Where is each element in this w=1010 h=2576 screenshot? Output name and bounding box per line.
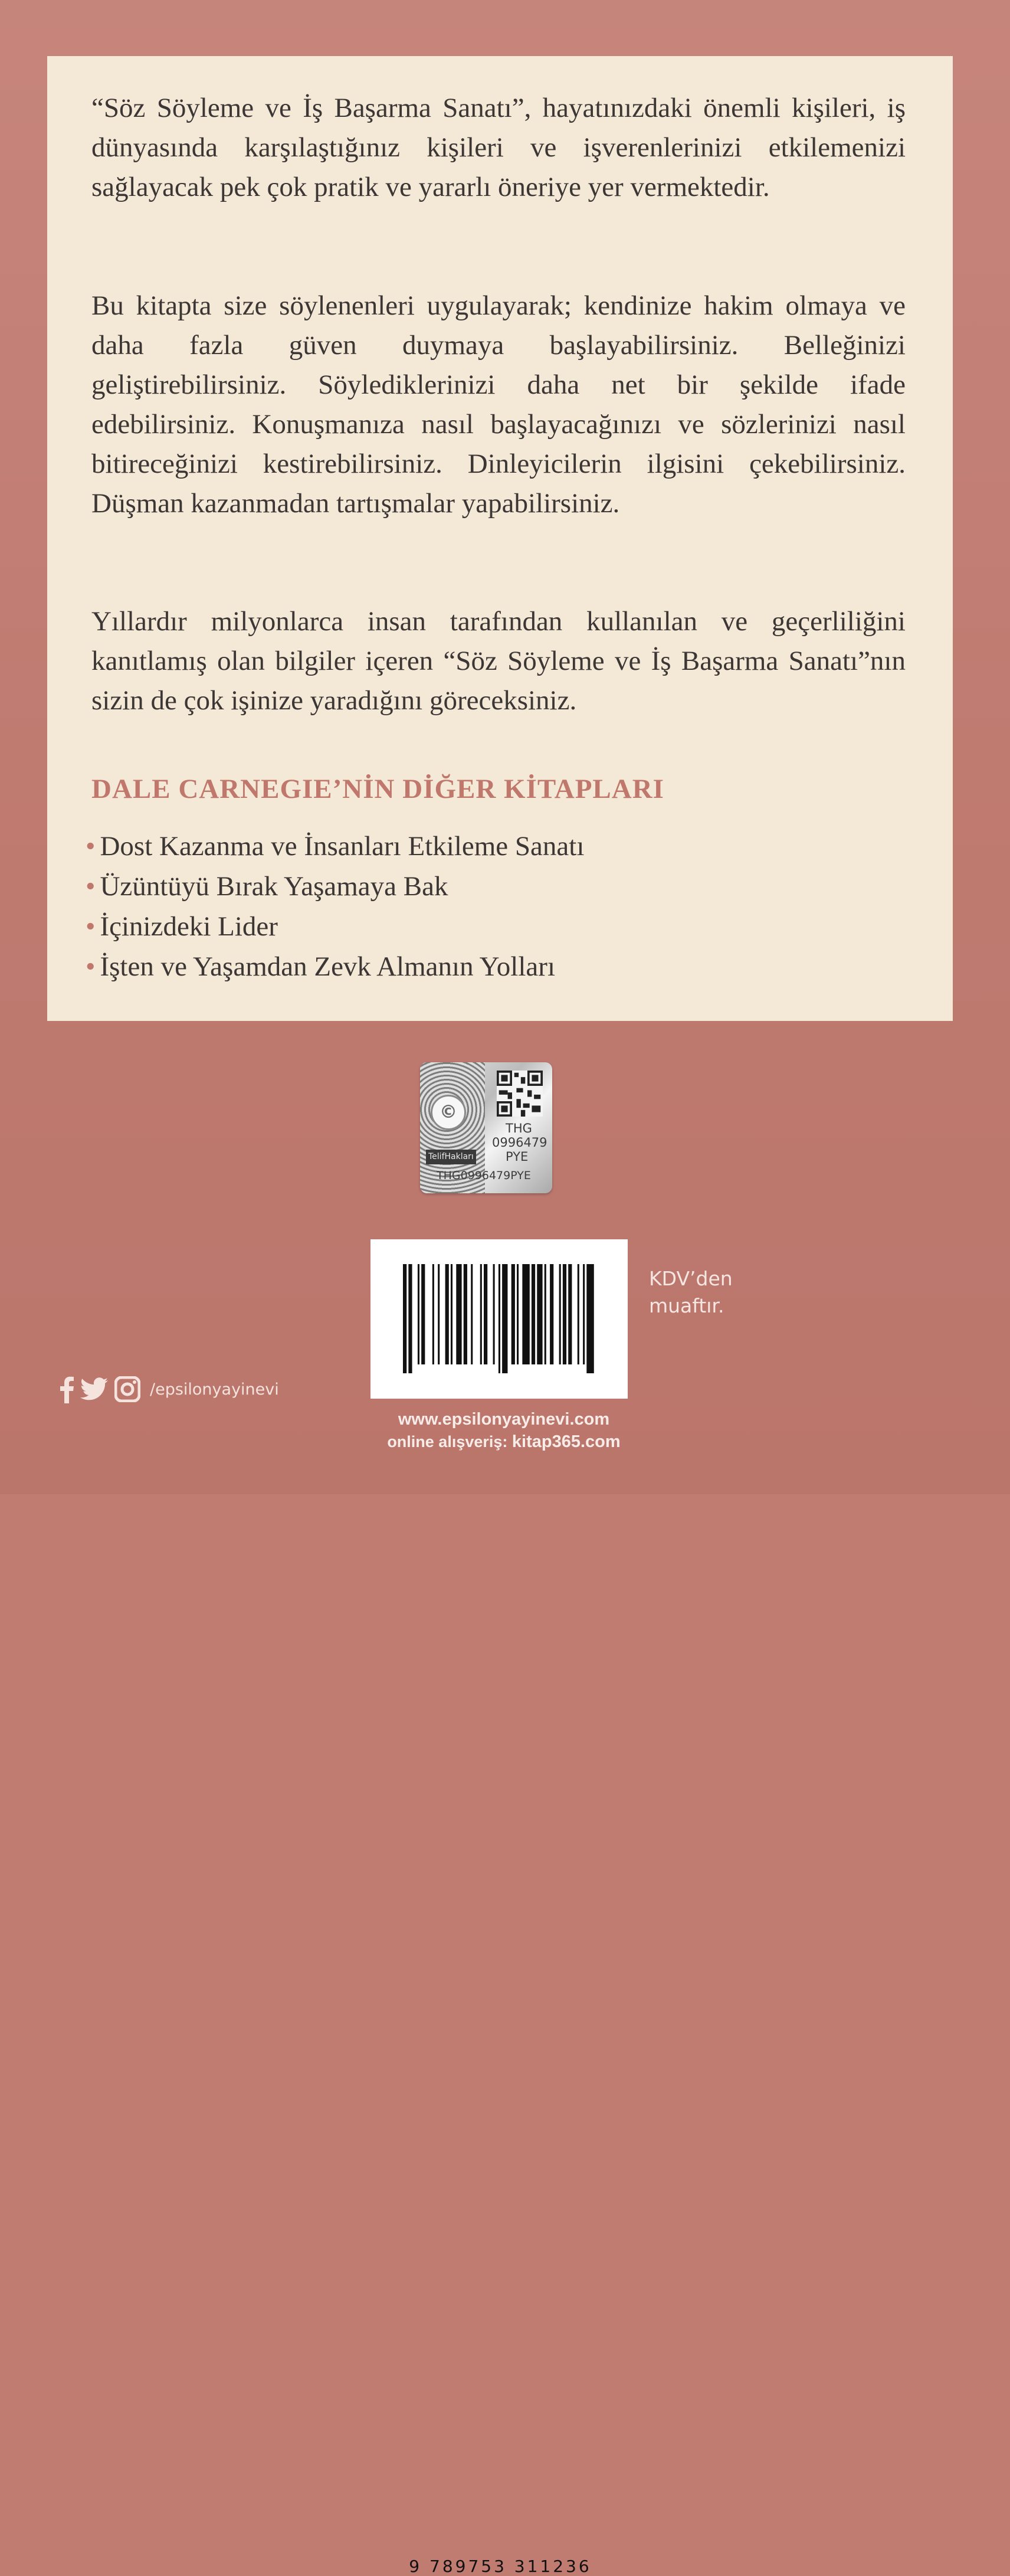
barcode-bar [586,1264,593,1373]
online-shop-line [375,1431,632,1453]
barcode-bar [522,1264,529,1364]
publisher-website [375,1408,632,1453]
other-books-heading: DALE CARNEGIE’NİN DİĞER KİTAPLARI [91,774,664,804]
barcode-bar [532,1264,535,1364]
social-handle[interactable]: /epsilonyayinevi [150,1380,279,1399]
barcode-bar [578,1264,579,1364]
book-title: Üzüntüyü Bırak Yaşamaya Bak [100,871,448,902]
barcode-bar [537,1264,542,1364]
barcode-bar [550,1264,553,1364]
barcode-bar [480,1264,482,1364]
description-paragraph-1: “Söz Söyleme ve İş Başarma Sanatı”, hayatınızdaki önemli kişileri, iş dünyasında karşılaştığınız kişileri ve işverenlerinizi etkilemenizi sağlayacak pek çok pratik ve yararlı öneriye yer vermektedir. [91,93,906,202]
barcode-bar [408,1264,412,1373]
barcode-icon [403,1264,598,1373]
online-shop-label: online alışveriş: [387,1433,508,1451]
tax-exemption-note [649,1265,733,1320]
barcode-bar [464,1264,467,1364]
barcode-bar [517,1264,519,1364]
hologram-code-line2: 0996479 [492,1135,547,1150]
barcode-bar [511,1264,515,1364]
book-list-item [86,947,584,987]
twitter-icon[interactable] [80,1377,109,1401]
bullet-icon: • [86,871,96,902]
other-books-list [86,826,584,987]
qr-code-icon [497,1071,543,1117]
tax-note-line2: muaftır. [649,1294,724,1317]
bullet-icon: • [86,951,96,982]
book-title: İşten ve Yaşamdan Zevk Almanın Yolları [100,951,555,982]
book-title: İçinizdeki Lider [100,911,278,942]
barcode-bar [545,1264,546,1364]
barcode-bar [403,1264,406,1373]
barcode-bar [421,1264,425,1364]
barcode-bar [583,1264,585,1364]
barcode-bar [559,1264,561,1364]
online-shop-url[interactable]: kitap365.com [511,1432,621,1451]
book-title: Dost Kazanma ve İnsanları Etkileme Sanatı [100,831,585,862]
barcode-bar [471,1264,473,1364]
tax-note-line1: KDV’den [649,1267,733,1290]
facebook-icon[interactable] [59,1375,74,1403]
barcode-bar [432,1264,434,1364]
barcode-bar [451,1264,452,1364]
barcode-bar [456,1264,461,1364]
description-paragraph-2: Bu kitapta size söylenenleri uygulayarak; kendinize hakim olmaya ve daha fazla güven duymaya başlayabilirsiniz. Belleğinizi geliştirebilirsiniz. Söylediklerinizi daha net bir şekilde ifade edebilirsiniz. Konuşmanıza nasıl başlayacağınızı ve sözlerinizi nasıl bitireceğinizi kestirebilirsiniz. Dinleyicilerin ilgisini çekebilirsiniz. Düşman kazanmadan tartışmalar yapabilirsiniz. [91,290,906,519]
description-panel [47,56,953,1021]
bullet-icon: • [86,911,96,942]
barcode-bar [438,1264,440,1364]
hologram-code-line3: PYE [506,1150,529,1164]
barcode-bar [484,1264,487,1364]
instagram-icon[interactable] [114,1376,140,1402]
book-list-item [86,866,584,906]
copyright-hologram-sticker [420,1062,552,1193]
copyright-hologram-icon: © [431,1095,466,1130]
description-paragraph-3: Yıllardır milyonlarca insan tarafından kullanılan ve geçerliliğini kanıtlamış olan bilgiler içeren “Söz Söyleme ve İş Başarma Sanatı”nın sizin de çok işinize yaradığını göreceksiniz. [91,606,906,716]
barcode-bar [499,1264,500,1373]
barcode-bar [493,1264,495,1364]
barcode-bar [445,1264,449,1364]
hologram-serial: THG0996479PYE [437,1169,531,1182]
website-url[interactable]: www.epsilonyayinevi.com [398,1410,610,1429]
social-links [59,1375,279,1403]
barcode-bar [502,1264,507,1373]
hologram-brand: TelifHakları [426,1150,476,1164]
barcode-bar [563,1264,566,1364]
hologram-code-line1: THG [506,1121,532,1135]
bullet-icon: • [86,831,96,862]
barcode-bar [568,1264,572,1364]
barcode-bar [418,1264,419,1364]
book-list-item [86,906,584,947]
book-list-item [86,826,584,866]
isbn-number: 9 789753 311236 [409,2557,592,2576]
